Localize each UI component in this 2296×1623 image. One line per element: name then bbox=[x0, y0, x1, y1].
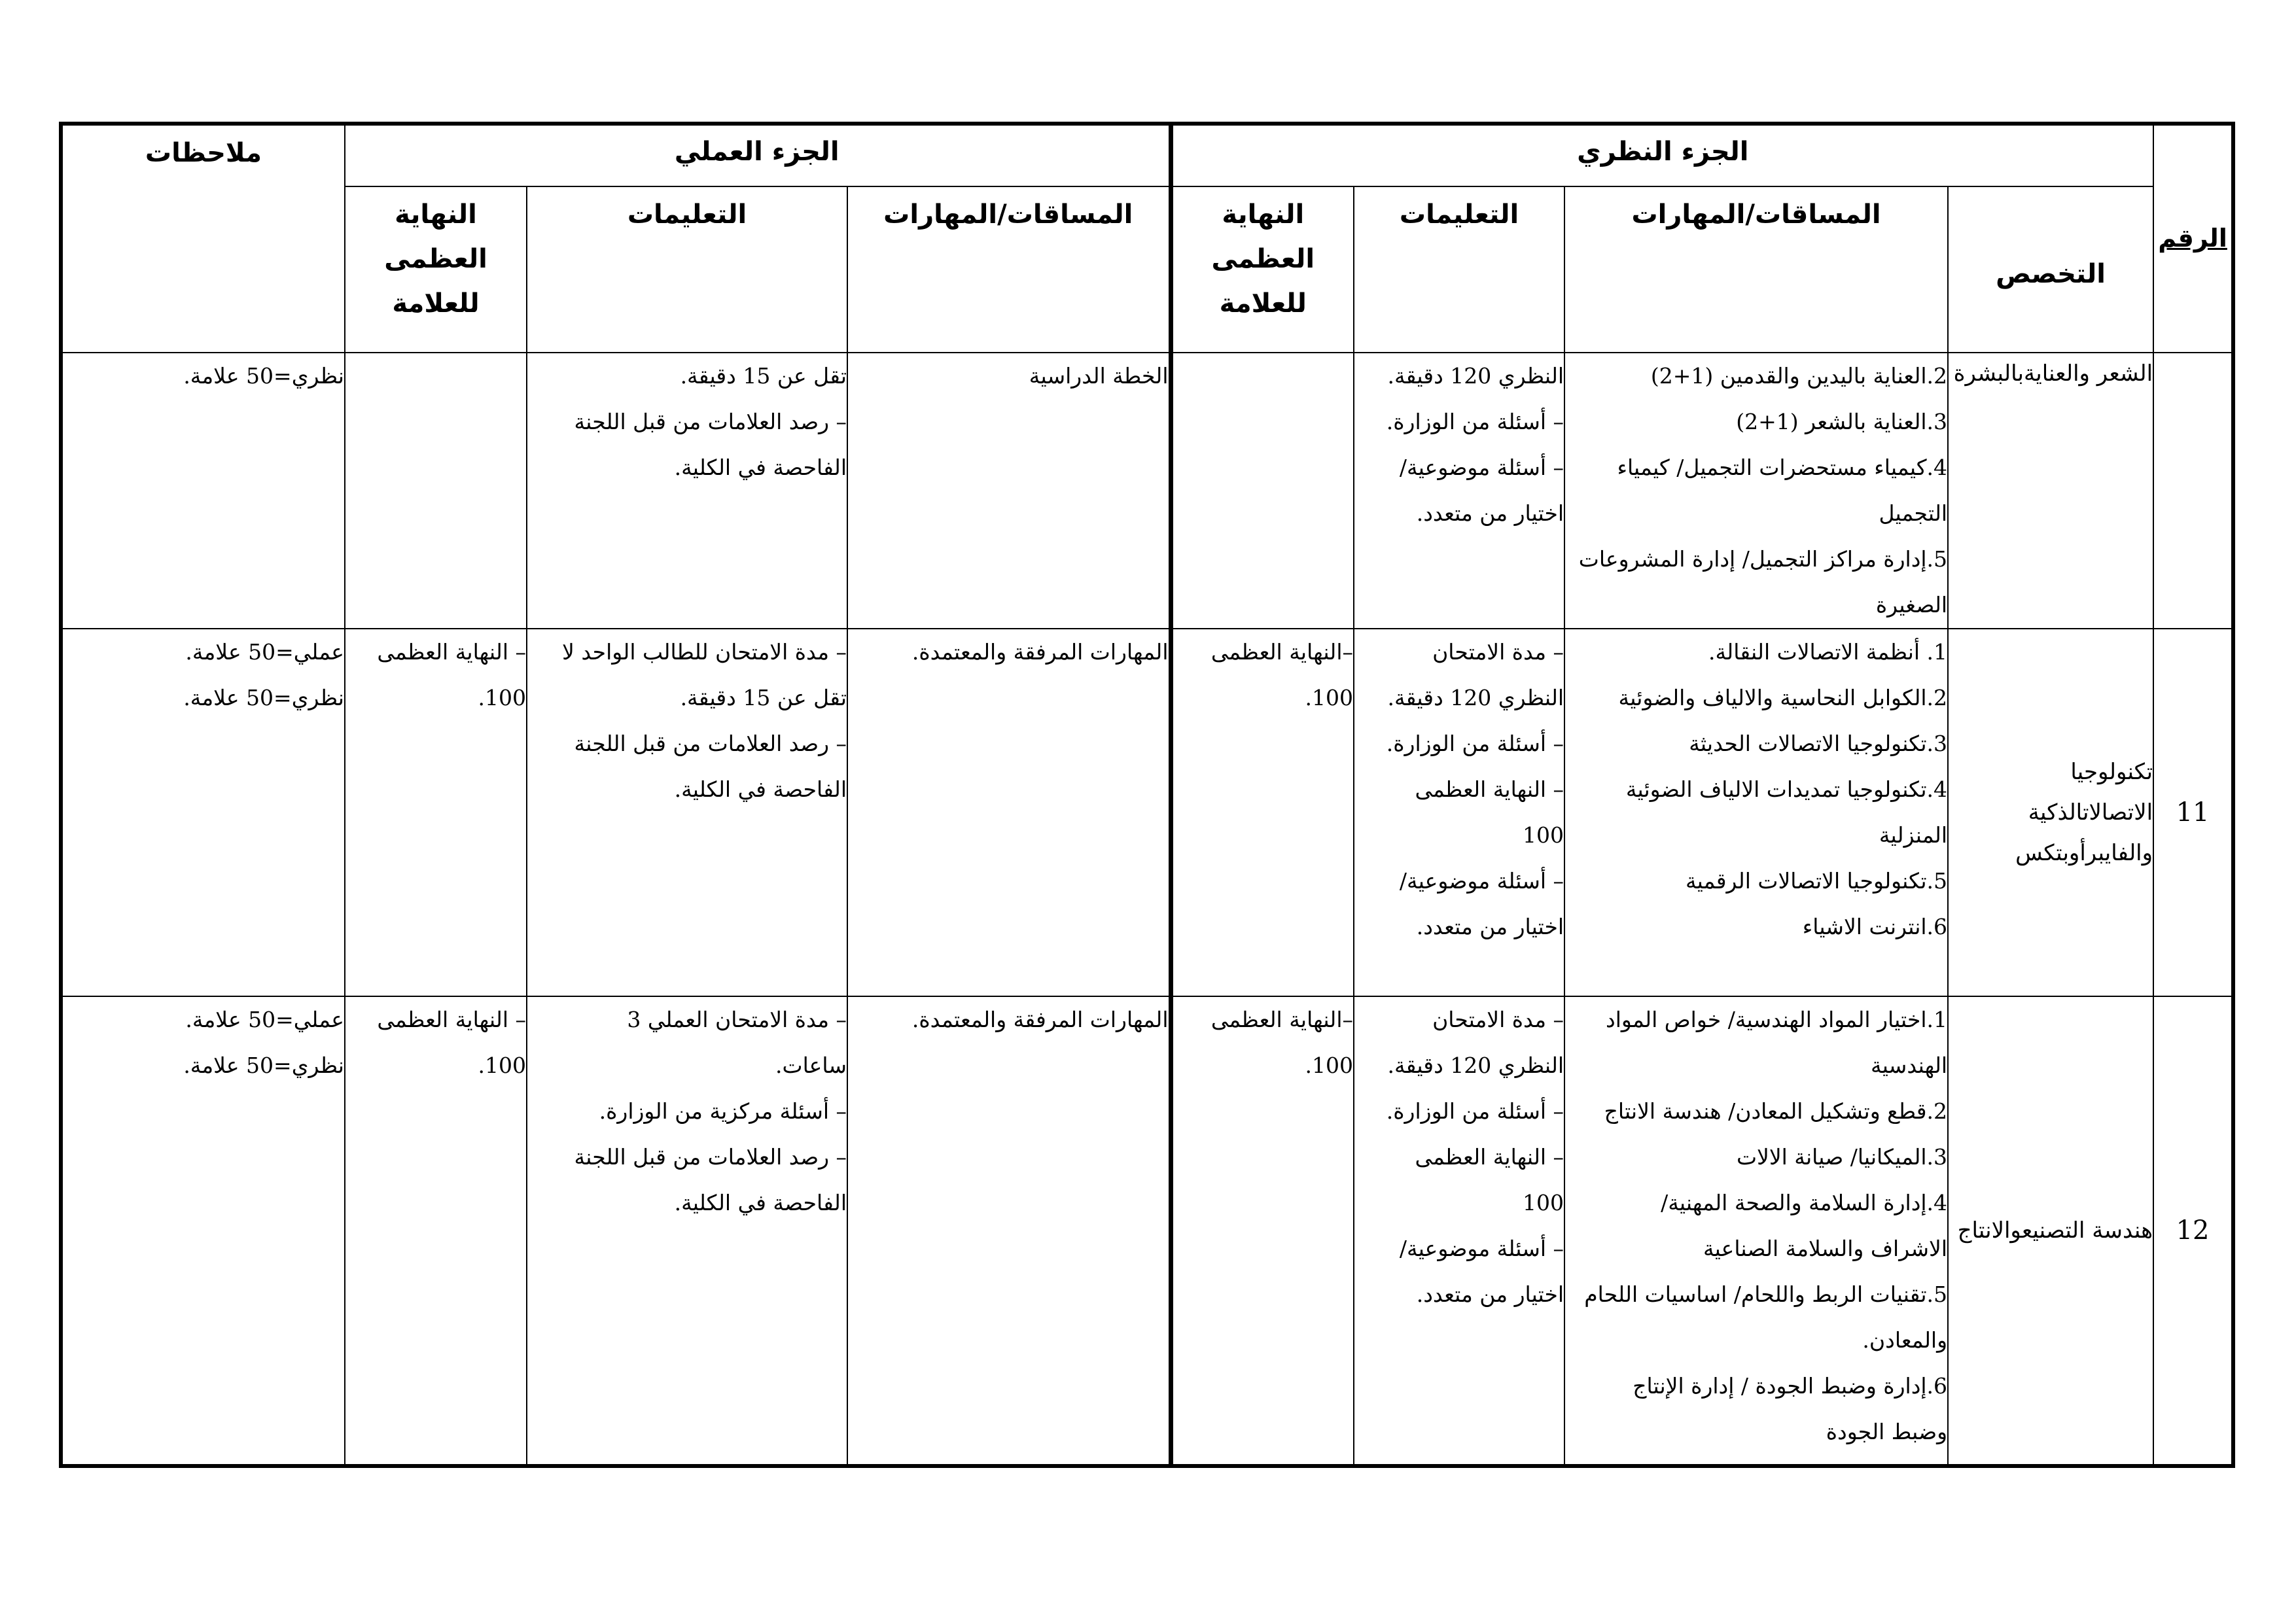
notes-header-cell bbox=[61, 124, 345, 353]
cell-line: أوبتكس bbox=[2015, 840, 2086, 866]
practical-max-cell bbox=[345, 353, 527, 629]
theory-instructions-cell bbox=[1354, 353, 1564, 629]
practical-courses-header-cell bbox=[847, 186, 1171, 353]
cell-line: 100 bbox=[1523, 1190, 1564, 1215]
cell-line: المنزلية bbox=[1879, 822, 1948, 848]
cell-line: النظري 120 دقيقة. bbox=[1387, 363, 1564, 389]
specialty-cell bbox=[1948, 996, 2153, 1466]
cell-line: الهندسية bbox=[1871, 1053, 1948, 1078]
cell-line: 2.العناية باليدين والقدمين (1+2) bbox=[1650, 363, 1948, 389]
theory-instructions-header-cell bbox=[1354, 186, 1564, 353]
cell-line: 3.تكنولوجيا الاتصالات الحديثة bbox=[1689, 731, 1948, 756]
notes-cell bbox=[61, 996, 345, 1466]
cell-line: – أسئلة من الوزارة. bbox=[1386, 1098, 1564, 1124]
cell-line: – مدة الامتحان bbox=[1432, 639, 1564, 665]
cell-line: 2.الكوابل النحاسية والالياف والضوئية bbox=[1618, 685, 1948, 710]
theory-courses-cell bbox=[1564, 629, 1948, 996]
cell-line: – أسئلة موضوعية/ bbox=[1399, 868, 1564, 894]
cell-line: وضبط الجودة bbox=[1826, 1419, 1948, 1444]
cell-line: – مدة الامتحان العملي 3 bbox=[627, 1007, 847, 1032]
theory-part-header: الجزء النظري bbox=[1577, 137, 1749, 167]
cell-line: 1. أنظمة الاتصالات النقالة. bbox=[1708, 639, 1948, 665]
cell-line: 100. bbox=[478, 685, 527, 710]
number-header: الرقم bbox=[2158, 224, 2227, 253]
cell-line: الشعر والعناية bbox=[2024, 360, 2153, 387]
max-mark-word-1: النهاية bbox=[395, 200, 477, 230]
cell-line: اختيار من متعدد. bbox=[1416, 914, 1564, 939]
cell-line: هندسة التصنيع bbox=[2022, 1217, 2153, 1244]
practical-part-header: الجزء العملي bbox=[674, 137, 839, 167]
cell-line: 5.تقنيات الربط واللحام/ اساسيات اللحام bbox=[1584, 1282, 1948, 1307]
row-number bbox=[2153, 353, 2233, 629]
theory-courses-header: المساقات/المهارات bbox=[1631, 200, 1881, 230]
cell-line: – رصد العلامات من قبل اللجنة bbox=[574, 1144, 847, 1170]
cell-line: – مدة الامتحان للطالب الواحد لا bbox=[562, 639, 847, 665]
practical-max-header bbox=[345, 187, 526, 326]
cell-line: – أسئلة موضوعية/ bbox=[1399, 1236, 1564, 1261]
notes-header: ملاحظات bbox=[145, 138, 262, 168]
theory-instructions-cell bbox=[1354, 629, 1564, 996]
theory-part-header-cell bbox=[1171, 124, 2153, 186]
cell-line: 100. bbox=[478, 1053, 527, 1078]
theory-max-cell bbox=[1171, 996, 1354, 1466]
practical-instructions-header: التعليمات bbox=[627, 200, 747, 230]
table-row bbox=[61, 629, 2233, 996]
cell-line: 100. bbox=[1305, 685, 1354, 710]
specialty-cell bbox=[1948, 629, 2153, 996]
cell-line: – أسئلة موضوعية/ bbox=[1399, 455, 1564, 480]
cell-line: تكنولوجيا الاتصالات bbox=[2070, 759, 2153, 826]
cell-line: –النهاية العظمى bbox=[1210, 1007, 1354, 1032]
cell-line: نظري=50 علامة. bbox=[183, 685, 344, 710]
cell-line: 2.قطع وتشكيل المعادن/ هندسة الانتاج bbox=[1604, 1098, 1948, 1124]
cell-line: نظري=50 علامة. bbox=[183, 363, 344, 389]
cell-line: 6.إدارة وضبط الجودة / إدارة الإنتاج bbox=[1633, 1373, 1948, 1399]
theory-courses-header-cell bbox=[1564, 186, 1948, 353]
table-row bbox=[61, 353, 2233, 629]
cell-line: – رصد العلامات من قبل اللجنة bbox=[574, 731, 847, 756]
exam-plan-table bbox=[59, 122, 2235, 1468]
cell-line: النظري 120 دقيقة. bbox=[1387, 685, 1564, 710]
cell-line: الفاحصة في الكلية. bbox=[674, 777, 847, 802]
cell-line: 4.تكنولوجيا تمديدات الالياف الضوئية bbox=[1625, 777, 1948, 802]
cell-line: المهارات المرفقة والمعتمدة. bbox=[911, 639, 1169, 665]
cell-line: 3.العناية بالشعر (1+2) bbox=[1736, 409, 1948, 434]
cell-line: – النهاية العظمى bbox=[377, 639, 527, 665]
specialty-header-cell bbox=[1948, 186, 2153, 353]
table-row bbox=[61, 996, 2233, 1466]
cell-line: الصغيرة bbox=[1875, 592, 1948, 618]
cell-line: والانتاج bbox=[1957, 1217, 2022, 1244]
cell-line: اختيار من متعدد. bbox=[1416, 1282, 1564, 1307]
max-mark-word-3: للعلامة bbox=[392, 288, 480, 319]
practical-instructions-cell bbox=[527, 629, 847, 996]
practical-max-cell bbox=[345, 996, 527, 1466]
cell-line: تقل عن 15 دقيقة. bbox=[680, 363, 847, 389]
cell-line: الفاحصة في الكلية. bbox=[674, 455, 847, 480]
max-mark-word-1: النهاية bbox=[1222, 200, 1305, 230]
number-header-cell bbox=[2153, 124, 2233, 353]
cell-line: 5.تكنولوجيا الاتصالات الرقمية bbox=[1685, 868, 1948, 894]
practical-courses-cell bbox=[847, 629, 1171, 996]
theory-instructions-cell bbox=[1354, 996, 1564, 1466]
cell-line: اختيار من متعدد. bbox=[1416, 500, 1564, 526]
cell-line: نظري=50 علامة. bbox=[183, 1053, 344, 1078]
row-number: 11 bbox=[2153, 629, 2233, 996]
max-mark-word-3: للعلامة bbox=[1219, 288, 1307, 319]
theory-courses-cell bbox=[1564, 353, 1948, 629]
cell-line: عملي=50 علامة. bbox=[185, 1007, 344, 1032]
column-header-row bbox=[61, 186, 2233, 353]
cell-line: – النهاية العظمى bbox=[377, 1007, 527, 1032]
cell-line: – أسئلة مركزية من الوزارة. bbox=[599, 1098, 847, 1124]
cell-line: 5.إدارة مراكز التجميل/ إدارة المشروعات bbox=[1578, 546, 1948, 572]
theory-max-cell bbox=[1171, 353, 1354, 629]
exam-plan-page bbox=[59, 122, 2231, 1455]
cell-line: – مدة الامتحان bbox=[1432, 1007, 1564, 1032]
specialty-header: التخصص bbox=[1996, 259, 2106, 289]
cell-line: 4.إدارة السلامة والصحة المهنية/ bbox=[1661, 1190, 1948, 1215]
section-header-row bbox=[61, 124, 2233, 186]
max-mark-word-2: العظمى bbox=[384, 244, 487, 274]
practical-max-cell bbox=[345, 629, 527, 996]
cell-line: الاشراف والسلامة الصناعية bbox=[1703, 1236, 1948, 1261]
cell-line: التجميل bbox=[1879, 500, 1948, 526]
theory-courses-cell bbox=[1564, 996, 1948, 1466]
theory-instructions-header: التعليمات bbox=[1399, 200, 1519, 230]
practical-instructions-header-cell bbox=[527, 186, 847, 353]
notes-cell bbox=[61, 629, 345, 996]
practical-max-header-cell bbox=[345, 186, 527, 353]
cell-line: 100. bbox=[1305, 1053, 1354, 1078]
practical-courses-cell bbox=[847, 996, 1171, 1466]
cell-line: – النهاية العظمى bbox=[1415, 777, 1564, 802]
practical-courses-header: المساقات/المهارات bbox=[883, 200, 1133, 230]
row-number: 12 bbox=[2153, 996, 2233, 1466]
cell-line: ساعات. bbox=[775, 1053, 847, 1078]
practical-instructions-cell bbox=[527, 353, 847, 629]
cell-line: تقل عن 15 دقيقة. bbox=[680, 685, 847, 710]
cell-line: 1.اختيار المواد الهندسية/ خواص المواد bbox=[1606, 1007, 1948, 1032]
theory-max-header bbox=[1173, 187, 1354, 326]
cell-line: – النهاية العظمى bbox=[1415, 1144, 1564, 1170]
cell-line: الفاحصة في الكلية. bbox=[674, 1190, 847, 1215]
cell-line: المهارات المرفقة والمعتمدة. bbox=[911, 1007, 1169, 1032]
cell-line: الذكية والفايبر bbox=[2028, 799, 2153, 866]
specialty-cell bbox=[1948, 353, 2153, 629]
cell-line: بالبشرة bbox=[1953, 360, 2024, 387]
practical-part-header-cell bbox=[345, 124, 1171, 186]
notes-cell bbox=[61, 353, 345, 629]
cell-line: 100 bbox=[1523, 822, 1564, 848]
cell-line: 6.انترنت الاشياء bbox=[1802, 914, 1948, 939]
cell-line: – أسئلة من الوزارة. bbox=[1386, 731, 1564, 756]
practical-courses-cell bbox=[847, 353, 1171, 629]
theory-max-header-cell bbox=[1171, 186, 1354, 353]
cell-line: النظري 120 دقيقة. bbox=[1387, 1053, 1564, 1078]
cell-line: –النهاية العظمى bbox=[1210, 639, 1354, 665]
cell-line: – أسئلة من الوزارة. bbox=[1386, 409, 1564, 434]
cell-line: عملي=50 علامة. bbox=[185, 639, 344, 665]
cell-line: والمعادن. bbox=[1862, 1327, 1948, 1353]
theory-max-cell bbox=[1171, 629, 1354, 996]
cell-line: – رصد العلامات من قبل اللجنة bbox=[574, 409, 847, 434]
cell-line: الخطة الدراسية bbox=[1029, 363, 1169, 389]
practical-instructions-cell bbox=[527, 996, 847, 1466]
max-mark-word-2: العظمى bbox=[1211, 244, 1315, 274]
cell-line: 4.كيمياء مستحضرات التجميل/ كيمياء bbox=[1617, 455, 1948, 480]
cell-line: 3.الميكانيا/ صيانة الالات bbox=[1736, 1144, 1948, 1170]
